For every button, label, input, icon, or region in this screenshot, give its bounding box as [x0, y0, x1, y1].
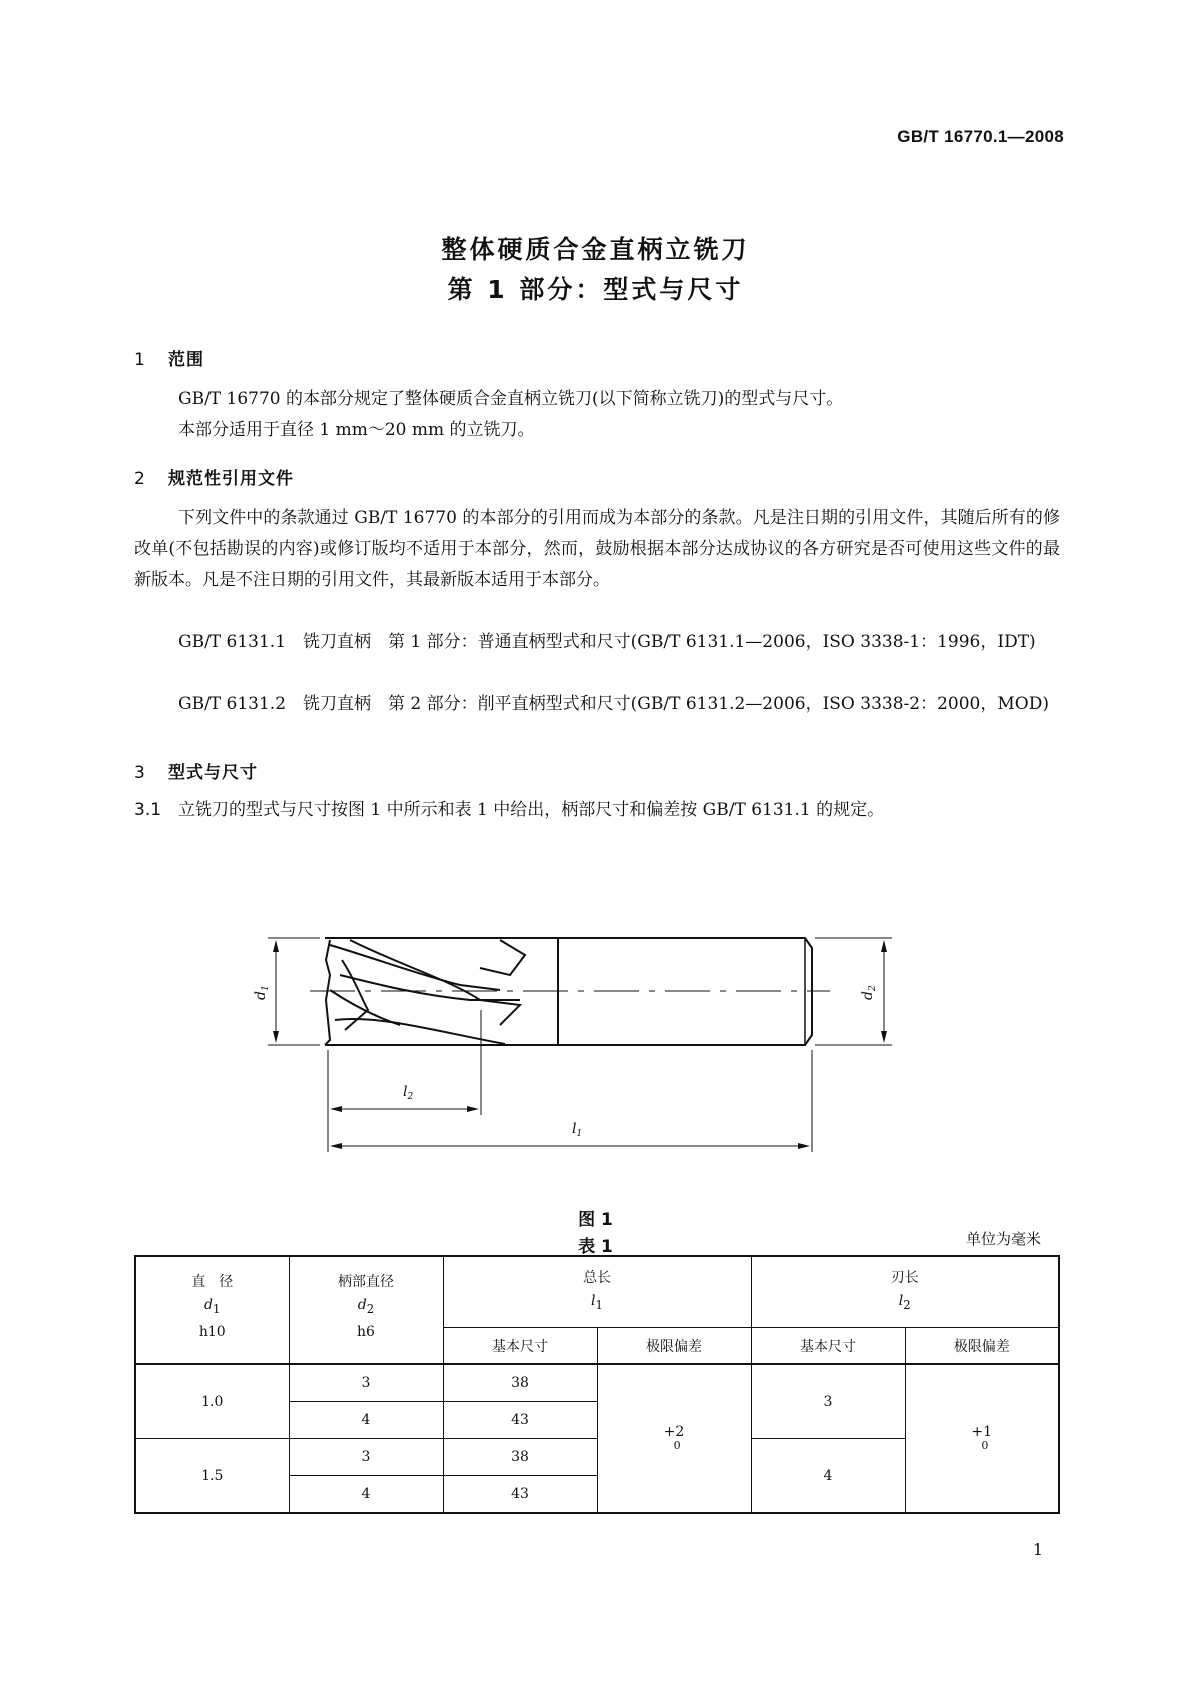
section-number: 3 — [134, 763, 146, 783]
header-l2-limit: 极限偏差 — [905, 1328, 1059, 1365]
figure-caption: 图 1 — [578, 1210, 613, 1230]
cell-l2: 4 — [751, 1439, 905, 1514]
l1-label: $l_1$ — [572, 1121, 583, 1139]
standard-code: GB/T 16770.1—2008 — [897, 127, 1064, 146]
arrow — [467, 1106, 479, 1112]
header-shank-diameter: 柄部直径 $d_2$ h6 — [289, 1256, 443, 1364]
header-total-length: 总长 $l_1$ — [443, 1256, 751, 1328]
arrow — [881, 940, 887, 952]
document-title-line1: 整体硬质合金直柄立铣刀 — [441, 235, 750, 264]
header-diameter: 直 径 $d_1$ h10 — [135, 1256, 289, 1364]
cell-l1-deviation: +2 0 — [597, 1364, 751, 1513]
reference-1: GB/T 6131.1 铣刀直柄 第 1 部分：普通直柄型式和尺寸(GB/T 6131.1—2006，ISO 3338-1：1996，IDT) — [178, 632, 1036, 652]
cell-d2: 3 — [289, 1439, 443, 1476]
arrow — [330, 1143, 342, 1149]
section-number: 1 — [134, 350, 146, 370]
flute-tip-1 — [480, 940, 525, 975]
l2-label: $l_2$ — [403, 1084, 414, 1102]
table-caption: 表 1 — [578, 1237, 613, 1257]
table-row — [135, 1364, 1059, 1402]
section-number: 2 — [134, 469, 146, 489]
cell-l1: 38 — [443, 1439, 597, 1476]
cutter-face — [325, 940, 330, 1045]
section-title: 规范性引用文件 — [168, 469, 294, 489]
page-number: 1 — [1032, 1540, 1043, 1559]
arrow — [798, 1143, 810, 1149]
cell-l1: 43 — [443, 1476, 597, 1514]
document-title-line2: 第 1 部分：型式与尺寸 — [447, 275, 744, 304]
flute-2 — [340, 975, 520, 1000]
header-l1-limit: 极限偏差 — [597, 1328, 751, 1365]
cell-d2: 4 — [289, 1402, 443, 1439]
section-title: 范围 — [168, 350, 204, 370]
table-unit: 单位为毫米 — [965, 1230, 1041, 1248]
reference-2: GB/T 6131.2 铣刀直柄 第 2 部分：削平直柄型式和尺寸(GB/T 6131.2—2006，ISO 3338-2：2000，MOD) — [178, 694, 1049, 714]
d2-label: $d_2$ — [860, 985, 878, 1000]
header-l2-basic: 基本尺寸 — [751, 1328, 905, 1365]
cell-d2: 3 — [289, 1364, 443, 1402]
d1-label: $d_1$ — [253, 985, 271, 1000]
header-l1-basic: 基本尺寸 — [443, 1328, 597, 1365]
arrow — [881, 1031, 887, 1043]
cell-l2: 3 — [751, 1364, 905, 1439]
arrow — [273, 1031, 279, 1043]
section-1-para-1: GB/T 16770 的本部分规定了整体硬质合金直柄立铣刀(以下简称立铣刀)的型式与尺寸。 — [178, 389, 844, 409]
cell-d1: 1.5 — [135, 1439, 289, 1514]
flute-tip-2 — [480, 1000, 520, 1025]
cell-d2: 4 — [289, 1476, 443, 1514]
header-cutting-length: 刃长 $l_2$ — [751, 1256, 1059, 1328]
cell-l1: 43 — [443, 1402, 597, 1439]
section-title: 型式与尺寸 — [168, 763, 258, 783]
subsection-text: 立铣刀的型式与尺寸按图 1 中所示和表 1 中给出，柄部尺寸和偏差按 GB/T 6131.1 的规定。 — [178, 800, 885, 820]
subsection-number: 3.1 — [134, 800, 162, 820]
section-2-para-1: 下列文件中的条款通过 GB/T 16770 的本部分的引用而成为本部分的条款。凡是注日期的引用文件，其随后所有的修改单(不包括勘误的内容)或修订版均不适用于本部分，然而，鼓励根据本部分达成协议的各方研究是否可使用这些文件的最新版本。凡是不注日期的引用文件，其最新版本适用于本部分。 — [134, 508, 1060, 590]
dimensions-table — [134, 1255, 1060, 1514]
cell-l1: 38 — [443, 1364, 597, 1402]
cell-d1: 1.0 — [135, 1364, 289, 1439]
arrow — [330, 1106, 342, 1112]
cell-l2-deviation: +1 0 — [905, 1364, 1059, 1513]
flute-3 — [335, 1019, 505, 1044]
section-1-para-2: 本部分适用于直径 1 mm～20 mm 的立铣刀。 — [178, 420, 535, 440]
arrow — [273, 940, 279, 952]
